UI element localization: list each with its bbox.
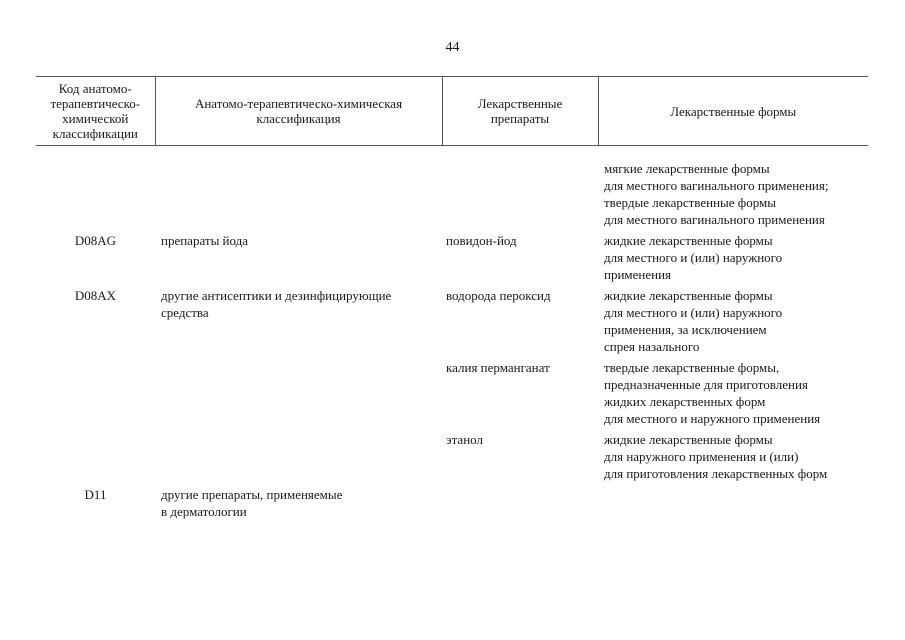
cell-line: жидкие лекарственные формы [604, 432, 773, 447]
table-row [36, 482, 868, 520]
table-row [36, 283, 868, 355]
header-line: Код анатомо- [58, 81, 132, 96]
header-line: Лекарственные [477, 96, 563, 111]
cell-line: твердые лекарственные формы [604, 195, 776, 210]
cell-line: применения, за исключением [604, 322, 767, 337]
header-line: препараты [490, 111, 550, 126]
atc-code-cell: D11 [84, 487, 107, 502]
cell-line: для местного и наружного применения [604, 411, 821, 426]
cell-line: мягкие лекарственные формы [604, 161, 770, 176]
drug-name-cell: калия перманганат [446, 360, 550, 375]
cell-line: другие препараты, применяемые [161, 487, 343, 502]
cell-line: предназначенные для приготовления [604, 377, 808, 392]
dosage-forms-cell [598, 355, 868, 427]
atc-classification-cell [155, 228, 442, 283]
header-line: Анатомо-терапевтическо-химическая [194, 96, 403, 111]
header-drugs [442, 77, 598, 146]
cell-line: жидких лекарственных форм [604, 394, 766, 409]
atc-classification-cell [155, 160, 442, 228]
cell-line: средства [161, 305, 209, 320]
cell-line: для местного и (или) наружного [604, 250, 783, 265]
header-line: классификация [256, 111, 341, 126]
atc-code-cell [36, 160, 155, 228]
header-dosage-forms [598, 77, 868, 146]
cell-line: для местного вагинального применения [604, 212, 825, 227]
cell-line: препараты йода [161, 233, 249, 248]
header-line: классификации [52, 126, 138, 141]
atc-code-cell [36, 427, 155, 482]
table-row [36, 427, 868, 482]
dosage-forms-cell [598, 427, 868, 482]
dosage-forms-cell [598, 228, 868, 283]
cell-line: для наружного применения и (или) [604, 449, 799, 464]
table-row [36, 228, 868, 283]
drug-name-cell [442, 160, 598, 228]
table-row [36, 355, 868, 427]
table-header-row [36, 77, 868, 146]
dosage-forms-cell [598, 482, 868, 520]
drug-name-cell: этанол [446, 432, 483, 447]
cell-line: для местного и (или) наружного [604, 305, 783, 320]
atc-code-cell: D08AG [74, 233, 117, 248]
dosage-forms-cell [598, 283, 868, 355]
table-body [36, 146, 868, 521]
cell-line: твердые лекарственные формы, [604, 360, 780, 375]
drug-name-cell: водорода пероксид [446, 288, 551, 303]
dosage-forms-cell [598, 160, 868, 228]
atc-code-cell [36, 355, 155, 427]
cell-line: спрея назального [604, 339, 700, 354]
page-number: 44 [445, 40, 460, 55]
header-line: химической [62, 111, 129, 126]
drug-name-cell [442, 482, 598, 520]
cell-line: другие антисептики и дезинфицирующие [161, 288, 392, 303]
cell-line: применения [604, 267, 672, 282]
atc-classification-cell [155, 355, 442, 427]
drug-name-cell: повидон-йод [446, 233, 517, 248]
header-line: Лекарственные формы [670, 103, 797, 119]
header-line: терапевтическо- [50, 96, 141, 111]
atc-code-cell: D08AX [74, 288, 117, 303]
cell-line: жидкие лекарственные формы [604, 288, 773, 303]
cell-line: жидкие лекарственные формы [604, 233, 773, 248]
atc-classification-cell [155, 482, 442, 520]
cell-line: для местного вагинального применения; [604, 178, 829, 193]
table-row [36, 160, 868, 228]
atc-classification-cell [155, 427, 442, 482]
header-atc-code [36, 77, 155, 146]
drug-classification-table [36, 76, 868, 520]
atc-classification-cell [155, 283, 442, 355]
cell-line: в дерматологии [161, 504, 247, 519]
header-atc-classification [155, 77, 442, 146]
cell-line: для приготовления лекарственных форм [604, 466, 828, 481]
